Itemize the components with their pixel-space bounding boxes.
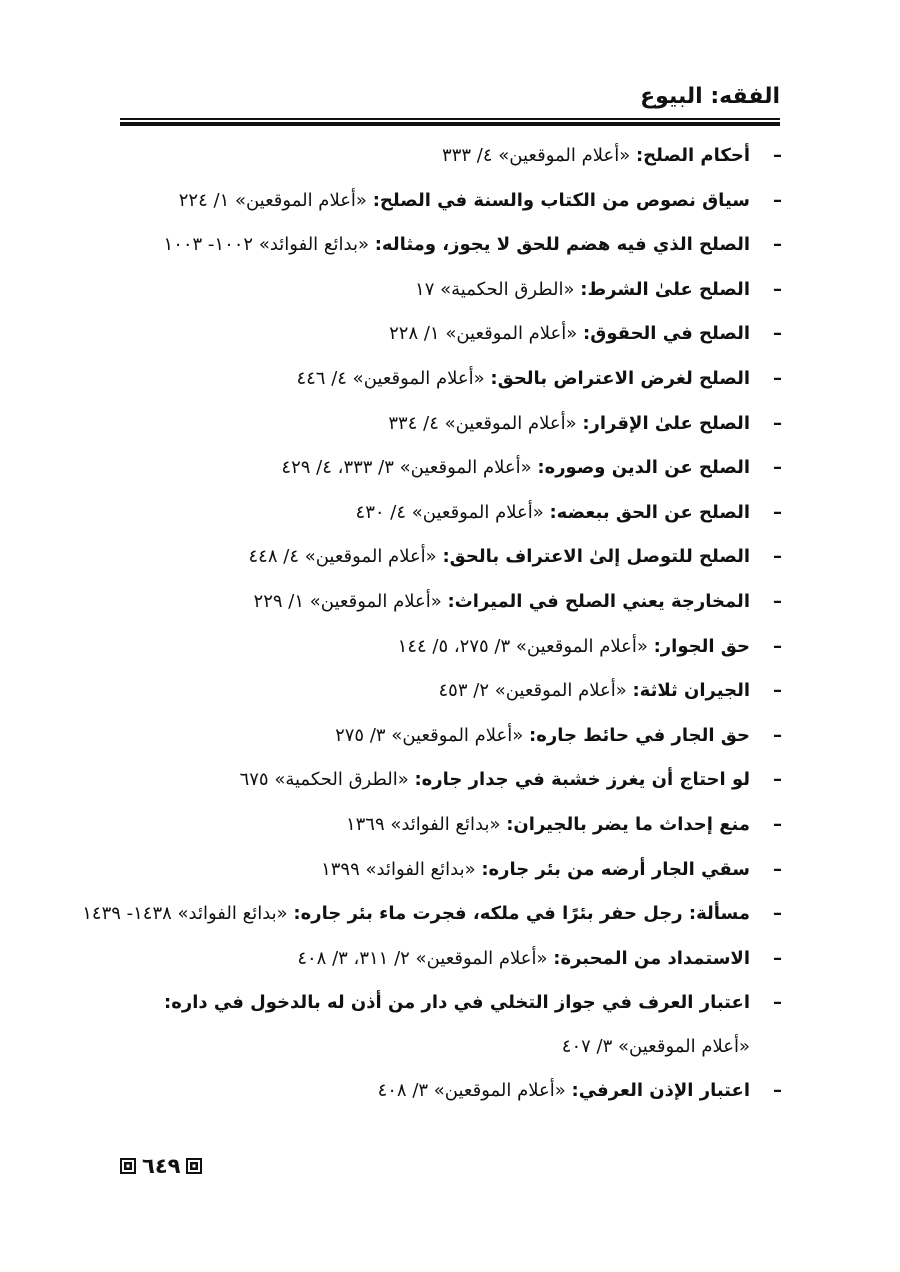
index-entry [117,491,782,536]
index-entry [117,223,782,268]
dash-bullet: – [773,278,782,300]
entry-reference: «أعلام الموقعين» ٤/ ٣٣٤ [388,412,577,434]
entry-reference: «أعلام الموقعين» ٤/ ٤٣٠ [355,501,544,523]
dash-bullet: – [773,323,782,345]
index-entry [117,179,782,224]
entry-topic: الصلح في الحقوق: [583,323,750,345]
page-header-title: الفقه: البيوع [640,84,780,109]
entry-topic: المخارجة يعني الصلح في الميراث: [447,590,750,612]
page-footer [120,1154,202,1178]
index-entry [117,357,782,402]
entry-reference: «أعلام الموقعين» ٤/ ٤٤٦ [296,367,485,389]
dash-bullet: – [773,457,782,479]
entry-topic: مسألة: رجل حفر بئرًا في ملكه، فجرت ماء بئر جاره: [293,903,750,925]
entry-topic: الصلح علىٰ الإقرار: [582,412,750,434]
index-entry [117,402,782,447]
entry-topic: سياق نصوص من الكتاب والسنة في الصلح: [372,189,750,211]
index-entry [117,803,782,848]
entry-topic: اعتبار الإذن العرفي: [571,1080,750,1102]
index-entry [117,625,782,670]
index-entry [117,312,782,357]
dash-bullet: – [773,858,782,880]
dash-bullet: – [773,546,782,568]
entry-reference: «أعلام الموقعين» ٢/ ٤٥٣ [438,680,627,702]
dash-bullet: – [773,635,782,657]
dash-bullet: – [773,724,782,746]
index-entry [117,758,782,803]
entry-topic: أحكام الصلح: [635,145,750,166]
entry-topic: الصلح علىٰ الشرط: [580,278,750,300]
header-rule-thick [120,122,780,126]
entry-reference: «بدائع الفوائد» ١٣٦٩ [345,813,501,835]
dash-bullet: – [773,680,782,702]
entry-topic: الصلح لغرض الاعتراض بالحق: [490,367,750,389]
index-entry [117,535,782,580]
dash-bullet: – [773,412,782,434]
entry-topic: منع إحداث ما يضر بالجيران: [506,813,750,835]
dash-bullet: – [773,947,782,969]
index-entry [117,580,782,625]
dash-bullet: – [773,1080,782,1102]
entry-reference: «أعلام الموقعين» ٤/ ٣٣٣ [442,145,631,166]
index-entry [117,848,782,893]
entry-reference: «بدائع الفوائد» ١٣٩٩ [321,858,476,880]
entry-reference: «أعلام الموقعين» ٣/ ٣٣٣، ٤/ ٤٢٩ [281,457,532,479]
entry-reference: «أعلام الموقعين» ٢/ ٣١١، ٣/ ٤٠٨ [297,947,548,969]
entry-topic: حق الجار في حائط جاره: [529,724,750,746]
entry-topic: الصلح للتوصل إلىٰ الاعتراف بالحق: [442,546,750,568]
entry-topic: الصلح عن الدين وصوره: [537,457,750,479]
entry-reference: «أعلام الموقعين» ٣/ ٤٠٨ [377,1080,566,1102]
square-ornament-icon [120,1158,136,1174]
entry-reference: «أعلام الموقعين» ١/ ٢٢٤ [178,189,367,211]
dash-bullet: – [773,145,782,166]
entry-reference: «أعلام الموقعين» ١/ ٢٢٩ [253,590,442,612]
entry-topic: الجيران ثلاثة: [632,680,750,702]
index-entry [117,981,782,1069]
dash-bullet: – [773,234,782,256]
index-entry [117,268,782,313]
entry-reference: «الطرق الحكمية» ٦٧٥ [239,769,409,791]
index-entry [117,714,782,759]
index-entry [117,446,782,491]
dash-bullet: – [773,367,782,389]
entry-topic: الصلح عن الحق ببعضه: [549,501,750,523]
index-entry [117,669,782,714]
entry-topic: الاستمداد من المحبرة: [553,947,750,969]
header-rule-thin [120,118,780,120]
index-entry [117,937,782,982]
dash-bullet: – [773,769,782,791]
dash-bullet: – [773,992,782,1014]
index-entry [117,134,782,179]
entry-reference: «أعلام الموقعين» ٤/ ٤٤٨ [248,546,437,568]
entry-reference: «بدائع الفوائد» ١٤٣٨- ١٤٣٩ [82,903,288,925]
entry-topic: اعتبار العرف في جواز التخلي في دار من أذن له بالدخول في داره: [164,992,750,1014]
dash-bullet: – [773,501,782,523]
dash-bullet: – [773,903,782,925]
dash-bullet: – [773,590,782,612]
page-number: ٦٤٩ [142,1154,181,1178]
entry-topic: حق الجوار: [653,635,750,657]
dash-bullet: – [773,813,782,835]
entry-topic: سقي الجار أرضه من بئر جاره: [481,858,750,880]
entry-reference: «الطرق الحكمية» ١٧ [415,278,575,300]
index-entry [82,892,782,937]
entry-reference: «أعلام الموقعين» ١/ ٢٢٨ [389,323,578,345]
entry-reference: «أعلام الموقعين» ٣/ ٢٧٥، ٥/ ١٤٤ [397,635,648,657]
entry-reference: «أعلام الموقعين» ٣/ ٢٧٥ [335,724,524,746]
index-entry [117,1069,782,1114]
entry-reference: «بدائع الفوائد» ١٠٠٢- ١٠٠٣ [163,234,369,256]
square-ornament-icon [186,1158,202,1174]
entry-reference: «أعلام الموقعين» ٣/ ٤٠٧ [561,1036,750,1058]
entry-topic: لو احتاج أن يغرز خشبة في جدار جاره: [414,769,750,791]
index-entry-list [82,134,782,1114]
entry-topic: الصلح الذي فيه هضم للحق لا يجوز، ومثاله: [374,234,750,256]
dash-bullet: – [773,189,782,211]
